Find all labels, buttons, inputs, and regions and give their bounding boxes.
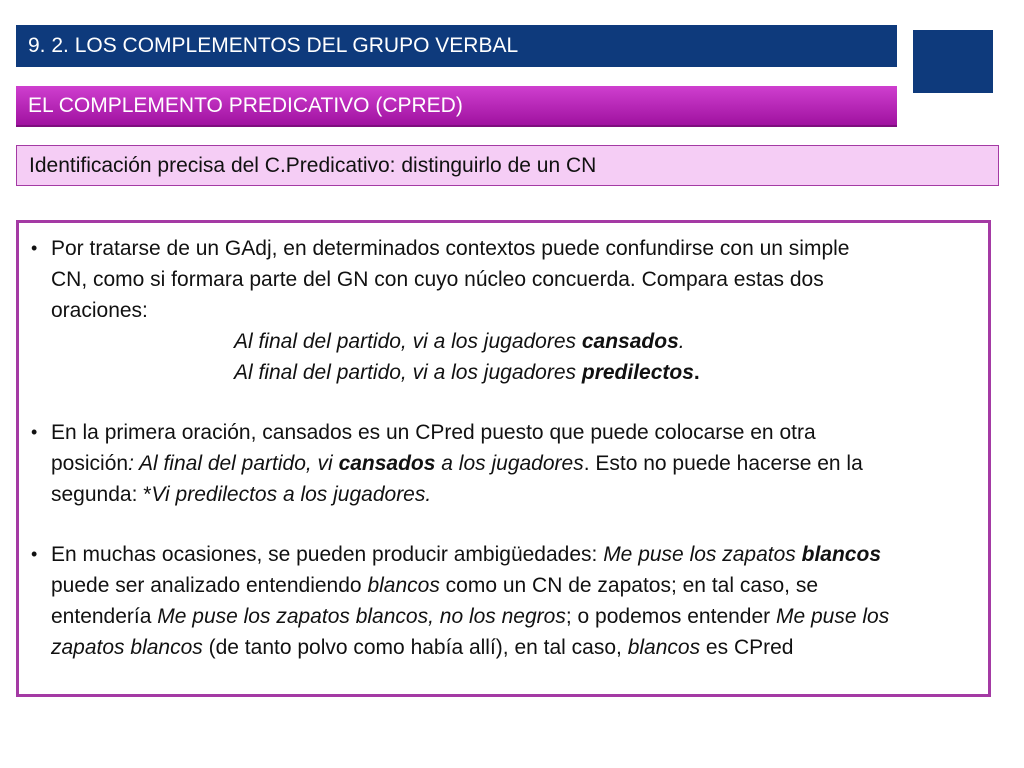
example-sentence-1: Al final del partido, vi a los jugadores cansados. bbox=[234, 330, 685, 353]
title-bar bbox=[16, 25, 897, 67]
content-box bbox=[16, 220, 991, 697]
bullet-item-2 bbox=[31, 417, 966, 510]
bullet-2-line-1: En la primera oración, cansados es un CPred puesto que puede colocarse en otra bbox=[51, 421, 816, 444]
section-heading-box bbox=[16, 145, 999, 186]
page-subtitle: EL COMPLEMENTO PREDICATIVO (CPRED) bbox=[28, 93, 463, 117]
bullet-marker: • bbox=[31, 544, 38, 564]
bullet-marker: • bbox=[31, 238, 38, 258]
bullet-2-line-2: posición: Al final del partido, vi cansados a los jugadores. Esto no puede hacerse en la bbox=[51, 452, 863, 475]
bullet-1-line-1: Por tratarse de un GAdj, en determinados contextos puede confundirse con un simple bbox=[51, 237, 850, 260]
bullet-item-3 bbox=[31, 539, 966, 663]
section-heading: Identificación precisa del C.Predicativo: distinguirlo de un CN bbox=[29, 153, 597, 177]
subtitle-bar bbox=[16, 86, 897, 127]
bullet-3-line-3: entendería Me puse los zapatos blancos, no los negros; o podemos entender Me puse los bbox=[51, 605, 890, 628]
bullet-3-line-2: puede ser analizado entendiendo blancos como un CN de zapatos; en tal caso, se bbox=[51, 574, 819, 597]
page-title: 9. 2. LOS COMPLEMENTOS DEL GRUPO VERBAL bbox=[28, 34, 519, 57]
bullet-item-1 bbox=[31, 233, 966, 388]
bullet-1-line-3: oraciones: bbox=[51, 299, 148, 322]
bullet-3-line-4: zapatos blancos (de tanto polvo como había allí), en tal caso, blancos es CPred bbox=[51, 636, 794, 659]
example-sentence-2: Al final del partido, vi a los jugadores predilectos. bbox=[234, 361, 700, 384]
bullet-2-line-3: segunda: *Vi predilectos a los jugadores. bbox=[51, 483, 432, 506]
bullet-marker: • bbox=[31, 422, 38, 442]
decorative-square bbox=[913, 30, 993, 93]
bullet-3-line-1: En muchas ocasiones, se pueden producir ambigüedades: Me puse los zapatos blancos bbox=[51, 543, 881, 566]
bullet-1-line-2: CN, como si formara parte del GN con cuyo núcleo concuerda. Compara estas dos bbox=[51, 268, 824, 291]
